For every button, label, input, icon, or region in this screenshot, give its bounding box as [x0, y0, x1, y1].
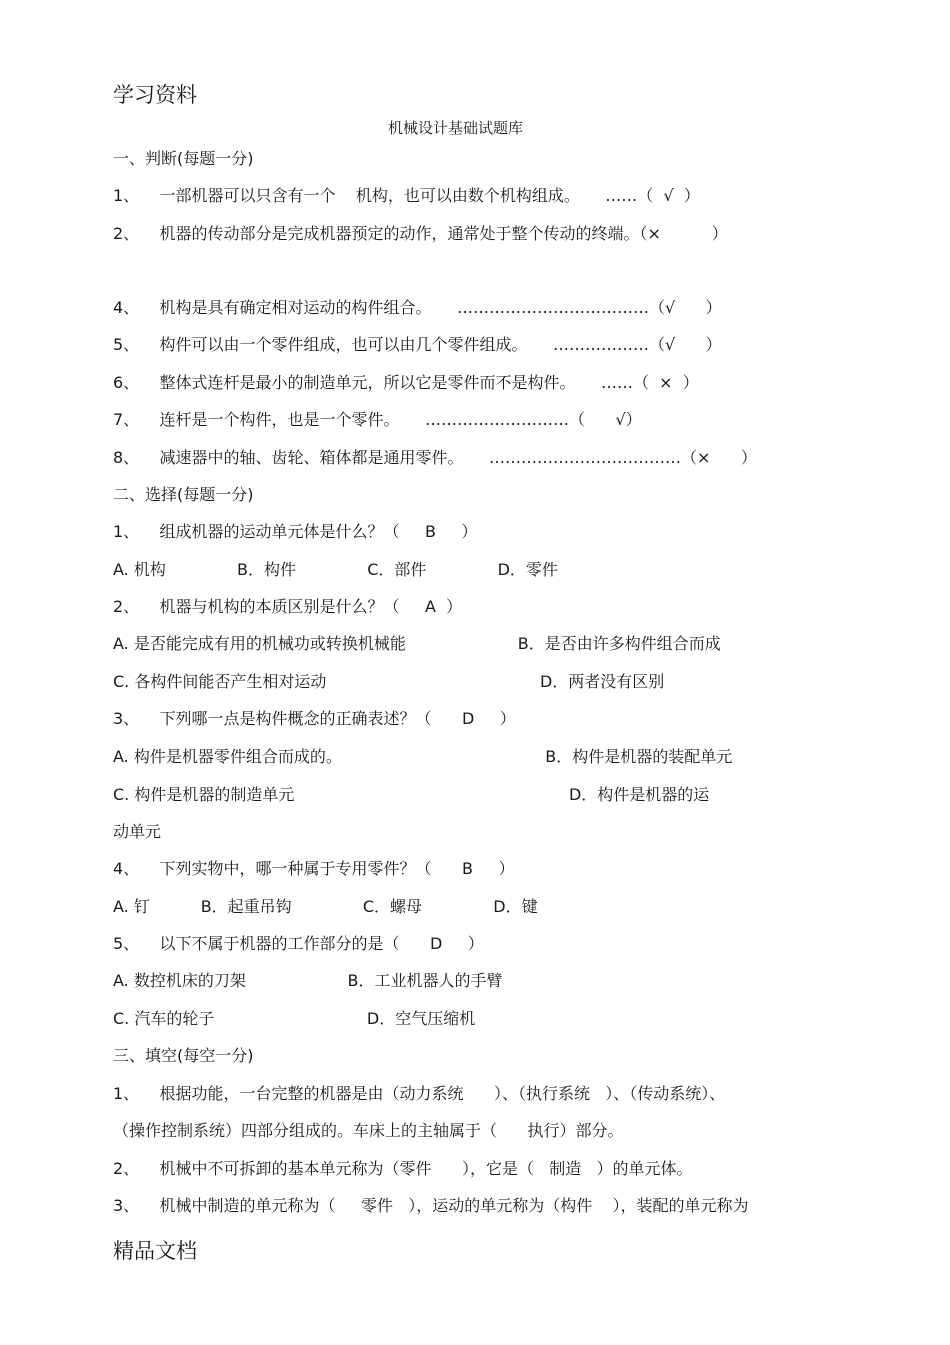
text-line: C. 各构件间能否产生相对运动 D．两者没有区别 [113, 672, 665, 691]
section-heading-judgment: 一、判断(每题一分) [113, 149, 254, 168]
text-line: 4、 机构是具有确定相对运动的构件组合。 ………………………………（√ ） [113, 298, 722, 317]
text-line: 3、 下列哪一点是构件概念的正确表述？（ D ） [113, 709, 516, 728]
text-line: （操作控制系统）四部分组成的。车床上的主轴属于（ 执行）部分。 [113, 1121, 624, 1140]
text-line: 4、 下列实物中，哪一种属于专用零件？（ B ） [113, 859, 515, 878]
text-line: 1、 根据功能，一台完整的机器是由（动力系统 ）、（执行系统 ）、（传动系统）、 [113, 1084, 726, 1103]
page-footer: 精品文档 [113, 1239, 197, 1263]
text-line: A. 机构 B．构件 C．部件 D．零件 [113, 560, 558, 579]
text-line: 6、 整体式连杆是最小的制造单元，所以它是零件而不是构件。 ……（ × ） [113, 373, 699, 392]
page-header: 学习资料 [113, 83, 197, 107]
text-line: 2、 机器与机构的本质区别是什么？（ A ） [113, 597, 463, 616]
section-heading-fill: 三、填空(每空一分) [113, 1046, 254, 1065]
text-line: 2、 机械中不可拆卸的基本单元称为（零件 ），它是（ 制造 ）的单元体。 [113, 1159, 693, 1178]
section-heading-choice: 二、选择(每题一分) [113, 485, 254, 504]
text-line: 7、 连杆是一个构件，也是一个零件。 ………………………（ √） [113, 410, 642, 429]
text-line: 3、 机械中制造的单元称为（ 零件 ），运动的单元称为（构件 ），装配的单元称为 [113, 1196, 749, 1215]
document-title: 机械设计基础试题库 [388, 119, 524, 137]
text-line: 动单元 [113, 822, 162, 841]
text-line: 1、 一部机器可以只含有一个 机构，也可以由数个机构组成。 ……（ √ ） [113, 186, 700, 205]
text-line: A. 构件是机器零件组合而成的。 B．构件是机器的装配单元 [113, 747, 733, 766]
text-line: 5、 构件可以由一个零件组成，也可以由几个零件组成。 ………………（√ ） [113, 335, 722, 354]
text-line: 1、 组成机器的运动单元体是什么？（ B ） [113, 522, 478, 541]
text-line: 8、 减速器中的轴、齿轮、箱体都是通用零件。 ………………………………（× ） [113, 448, 757, 467]
text-line: 5、 以下不属于机器的工作部分的是（ D ） [113, 934, 484, 953]
text-line: A. 数控机床的刀架 B．工业机器人的手臂 [113, 971, 503, 990]
text-line: A. 钉 B．起重吊钩 C．螺母 D．键 [113, 897, 538, 916]
text-line: 2、 机器的传动部分是完成机器预定的动作，通常处于整个传动的终端。（× ） [113, 224, 728, 243]
text-line: A. 是否能完成有用的机械功或转换机械能 B．是否由许多构件组合而成 [113, 634, 721, 653]
text-line: C. 构件是机器的制造单元 D．构件是机器的运 [113, 785, 710, 804]
text-line: C. 汽车的轮子 D．空气压缩机 [113, 1009, 476, 1028]
